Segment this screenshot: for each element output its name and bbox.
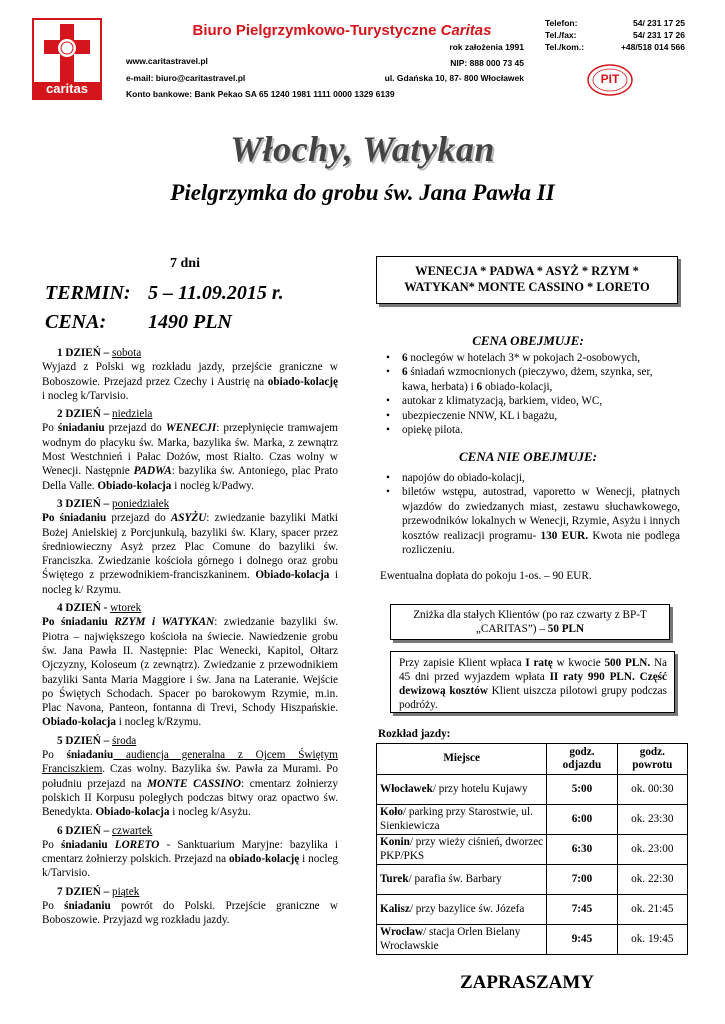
day-text bbox=[42, 360, 338, 403]
day-text bbox=[42, 838, 338, 881]
route-line: WATYKAN* MONTE CASSINO * LORETO bbox=[404, 280, 650, 294]
text-part: przejazd do bbox=[104, 422, 166, 435]
day-number: 7 DZIEŃ bbox=[57, 885, 101, 898]
date-label: TERMIN: bbox=[45, 282, 131, 304]
day-number: 6 DZIEŃ bbox=[57, 824, 101, 837]
website-link[interactable]: www.caritastravel.pl bbox=[126, 56, 208, 66]
table-row bbox=[377, 775, 688, 805]
place-cell bbox=[377, 775, 547, 805]
text-part: : bazylika św. Antoniego, plac Prato Della Valle. bbox=[42, 465, 338, 492]
address: ul. Gdańska 10, 87- 800 Włocławek bbox=[384, 73, 524, 83]
text-part: Klient uiszcza pilotowi grupy podczas podróży. bbox=[399, 685, 667, 711]
text-part: . Czas wolny. Bazylika św. Pawła za Murami. Po południu przejazd na bbox=[42, 763, 338, 790]
text-bold: Obiado-kolacja bbox=[255, 569, 330, 582]
text-part: napojów do obiado-kolacji, bbox=[402, 472, 525, 484]
city: Konin bbox=[380, 836, 410, 848]
list-item bbox=[380, 409, 680, 423]
place-cell bbox=[377, 925, 547, 955]
place-cell bbox=[377, 895, 547, 925]
text-bold: śniadaniu bbox=[57, 422, 105, 435]
place: / przy wieży ciśnień, dworzec PKP/PKS bbox=[380, 836, 544, 862]
text-part: obiado-kolacji, bbox=[482, 380, 553, 393]
text-bold: 6 bbox=[402, 352, 408, 364]
single-room-note: Ewentualna dopłata do pokoju 1-os. – 90 EUR. bbox=[380, 570, 592, 582]
text-part: Po bbox=[42, 899, 65, 912]
day-text bbox=[42, 511, 338, 597]
list-item bbox=[380, 365, 680, 394]
day-heading bbox=[42, 734, 338, 748]
text-bold: 500 PLN. bbox=[604, 657, 651, 669]
list-item bbox=[380, 394, 680, 408]
route-line: WENECJA * PADWA * ASYŻ * RZYM * bbox=[415, 264, 639, 278]
logo-text: caritas bbox=[46, 81, 88, 96]
text-part: Po bbox=[42, 749, 67, 762]
column-header: godz. odjazdu bbox=[547, 744, 617, 775]
text-part: i nocleg k/ Rzymu. bbox=[42, 569, 339, 596]
itinerary-day-6 bbox=[42, 824, 338, 881]
day-sep: – bbox=[100, 734, 113, 747]
schedule-title: Rozkład jazdy: bbox=[378, 728, 451, 740]
text-part: biletów wstępu, autostrad, vaporetto w Wenecji, płatnych wjazdów do zwiedzanych miast, zestawu słuchawkowego, przewodników lokalnych w Wenecji, Rzymie, Asyżu i innych kosztów realizacji programu- bbox=[402, 486, 680, 542]
text-bold: Część dewizową kosztów bbox=[399, 671, 667, 697]
text-bold-italic: PADWA bbox=[133, 465, 172, 478]
day-heading bbox=[42, 407, 338, 421]
day-weekday: czwartek bbox=[112, 824, 153, 837]
table-header-row bbox=[377, 744, 688, 775]
return-cell: ok. 23:30 bbox=[617, 805, 687, 835]
return-cell: ok. 22:30 bbox=[617, 865, 687, 895]
itinerary-day-7 bbox=[42, 885, 338, 928]
itinerary-day-1 bbox=[42, 346, 338, 403]
day-heading bbox=[42, 824, 338, 838]
text-bold: obiado-kolację bbox=[267, 375, 338, 388]
contact-value: 54/ 231 17 25 bbox=[633, 18, 685, 28]
text-part: „CARITAS”) – bbox=[475, 623, 548, 635]
city: Koło bbox=[380, 806, 403, 818]
day-sep: – bbox=[100, 497, 113, 510]
agency-name bbox=[152, 22, 532, 39]
text-part: noclegów w hotelach 3* w pokojach 2-osobowych, bbox=[407, 352, 640, 364]
trip-length: 7 dni bbox=[170, 256, 200, 271]
text-bold: Obiado-kolacja bbox=[42, 716, 116, 729]
table-row bbox=[377, 895, 688, 925]
closing-invitation: ZAPRASZAMY bbox=[460, 972, 595, 993]
place: / stacja Orlen Bielany Wrocławskie bbox=[380, 926, 521, 952]
text-bold: obiado-kolację bbox=[229, 853, 300, 866]
day-sep: – bbox=[100, 408, 113, 421]
place: / przy bazylice św. Józefa bbox=[409, 902, 525, 915]
pit-text: PIT bbox=[600, 72, 620, 86]
text-bold-italic: WENECJI bbox=[165, 422, 217, 435]
day-weekday: niedziela bbox=[112, 408, 153, 421]
day-heading bbox=[42, 885, 338, 899]
text-bold: Obiado-kolacja bbox=[95, 806, 170, 819]
departure-cell: 6:00 bbox=[547, 805, 617, 835]
text-part: Po bbox=[42, 422, 58, 435]
itinerary-day-3 bbox=[42, 497, 338, 597]
text-bold: 6 bbox=[402, 366, 408, 379]
discount-amount: 50 PLN bbox=[547, 623, 585, 635]
route-box bbox=[376, 256, 678, 304]
text-bold: śniadaniu bbox=[64, 899, 111, 912]
email-link[interactable]: e-mail: biuro@caritastravel.pl bbox=[126, 73, 246, 83]
day-text bbox=[42, 615, 338, 729]
text-part: - Sanktuarium Maryjne: bazylika i cmentarz żołnierzy polskich. Przejazd na bbox=[42, 838, 338, 866]
text-bold: śniadaniu bbox=[66, 749, 114, 762]
table-row bbox=[377, 925, 688, 955]
included-list bbox=[380, 351, 680, 437]
day-number: 1 DZIEŃ bbox=[57, 347, 101, 359]
contact-list bbox=[545, 17, 685, 53]
text-part: śniadań wzmocnionych (pieczywo, dżem, szynka, ser, kawa, herbata) i bbox=[402, 366, 653, 393]
agency-name-brand: Caritas bbox=[440, 22, 492, 39]
text-part: powrót do Polski. Przejście graniczne w Boboszowie. Przyjazd wg rozkładu jazdy. bbox=[42, 899, 338, 927]
column-header: godz. powrotu bbox=[617, 744, 687, 775]
text-part: i nocleg k/Asyżu. bbox=[169, 806, 251, 819]
departure-cell: 5:00 bbox=[547, 775, 617, 805]
day-sep: - bbox=[100, 602, 111, 615]
excluded-heading: CENA NIE OBEJMUJE: bbox=[459, 449, 597, 464]
list-item bbox=[380, 485, 680, 557]
list-item bbox=[380, 471, 680, 485]
return-cell: ok. 21:45 bbox=[617, 895, 687, 925]
text-part: w kwocie bbox=[552, 657, 605, 669]
discount-line bbox=[391, 622, 669, 636]
text-part: : zwiedzanie bazyliki św. Piotra – największego kościoła na świecie. Nawiedzenie grobu św. Jana Pawła II. Następnie: Plac Wenecki, Kapitol, Ołtarz Ojczyzny, Koloseum (z zewnątrz). Zwiedzanie z przewodnikiem bazyliki Santa Maria Maggiore i św. Jana na Lateranie. Wejście po Świętych Schodach. Spacer po barokowym Rzymie, m.in. Plac Navona, Panteon, fontanna di Trevi, Schody Hiszpańskie. bbox=[42, 616, 339, 715]
text-part: przejazd do bbox=[106, 512, 171, 525]
text-bold: Obiado-kolacja bbox=[97, 479, 172, 492]
founded-year: rok założenia 1991 bbox=[449, 42, 524, 52]
day-number: 4 DZIEŃ bbox=[57, 602, 101, 615]
itinerary-day-5 bbox=[42, 734, 338, 820]
text-part: i nocleg k/Tarvisio. bbox=[42, 853, 339, 880]
table-row bbox=[377, 835, 688, 865]
day-weekday: poniedziałek bbox=[112, 497, 170, 510]
day-weekday: sobota bbox=[112, 347, 142, 359]
text-part: Kwota nie podlega rozliczeniu. bbox=[402, 529, 680, 557]
return-cell: ok. 00:30 bbox=[617, 775, 687, 805]
text-bold-italic: LORETO bbox=[107, 838, 160, 851]
text-underline: audiencja generalna z Ojcem Świętym Franciszkiem bbox=[42, 749, 338, 776]
contact-value: +48/518 014 566 bbox=[620, 42, 685, 52]
place-cell bbox=[377, 865, 547, 895]
day-weekday: środa bbox=[112, 734, 137, 747]
text-part: i nocleg k/Rzymu. bbox=[115, 716, 202, 729]
payment-box bbox=[390, 651, 675, 713]
price-value: 1490 PLN bbox=[148, 311, 232, 333]
itinerary-day-2 bbox=[42, 407, 338, 493]
day-number: 3 DZIEŃ bbox=[57, 497, 101, 510]
day-sep: – bbox=[100, 885, 113, 898]
contact-row bbox=[545, 41, 685, 53]
text-part: autokar z klimatyzacją, barkiem, video, WC, bbox=[402, 395, 603, 408]
text-part: i nocleg k/Padwy. bbox=[171, 479, 254, 492]
text-part: : przepłynięcie tramwajem wodnym do placyku św. Marka, bazylika św. Marka, z zewnątrz Most Westchnień i Pałac Dożów, most Rialto. Czas wolny w Wenecji. Następnie bbox=[42, 422, 338, 478]
text-bold: II raty 990 PLN. bbox=[549, 671, 635, 683]
schedule-table bbox=[376, 743, 688, 955]
contact-label: Telefon: bbox=[545, 18, 578, 28]
return-cell: ok. 23:00 bbox=[617, 835, 687, 865]
place: / parafia św. Barbary bbox=[408, 872, 502, 885]
day-sep: – bbox=[100, 347, 113, 359]
itinerary bbox=[42, 346, 338, 932]
contact-row bbox=[545, 17, 685, 29]
caritas-logo bbox=[32, 18, 102, 100]
place: / parking przy Starostwie, ul. Sienkiewicza bbox=[380, 806, 533, 832]
table-row bbox=[377, 865, 688, 895]
date-value: 5 – 11.09.2015 r. bbox=[148, 282, 284, 304]
text-part: Przy zapisie Klient wpłaca bbox=[399, 657, 526, 669]
text-bold: śniadaniu bbox=[60, 838, 108, 851]
discount-line: Zniżka dla stałych Klientów (po raz czwarty z BP-T bbox=[413, 609, 647, 621]
departure-cell: 7:00 bbox=[547, 865, 617, 895]
departure-cell: 9:45 bbox=[547, 925, 617, 955]
text-bold: I ratę bbox=[525, 657, 553, 669]
text-part: Na 45 dni przed wyjazdem wpłata bbox=[399, 657, 668, 683]
contact-label: Tel./fax: bbox=[545, 30, 577, 40]
agency-name-main: Biuro Pielgrzymkowo-Turystyczne bbox=[192, 22, 437, 39]
text-bold: Po śniadaniu bbox=[42, 512, 107, 525]
page-subtitle: Pielgrzymka do grobu św. Jana Pawła II bbox=[170, 180, 555, 205]
text-bold: 6 bbox=[476, 380, 483, 393]
text-bold: 130 EUR. bbox=[540, 529, 589, 542]
day-heading bbox=[42, 497, 338, 511]
excluded-list bbox=[380, 471, 680, 557]
text-part: : zwiedzanie bazyliki Matki Bożej Anielskiej z Porcjunkulą, bazyliki św. Klary, spacer przez średniowieczny Asyż przez Plac Comune do bazyliki św. Franciszka. Zwiedzanie kościoła górnego i dolnego oraz grobu Świętego z przewodnikiem-franciszkaninem. bbox=[42, 512, 338, 582]
contact-label: Tel./kom.: bbox=[545, 42, 585, 52]
place: / przy hotelu Kujawy bbox=[432, 782, 528, 795]
list-item bbox=[380, 423, 680, 437]
contact-value: 54/ 231 17 26 bbox=[633, 30, 685, 40]
included-heading: CENA OBEJMUJE: bbox=[472, 333, 584, 348]
text-part: opiekę pilota. bbox=[402, 424, 463, 437]
contact-row bbox=[545, 29, 685, 41]
list-item bbox=[380, 351, 680, 365]
price-label: CENA: bbox=[45, 311, 107, 333]
departure-cell: 6:30 bbox=[547, 835, 617, 865]
place-cell bbox=[377, 835, 547, 865]
text-part: Wyjazd z Polski wg rozkładu jazdy, przejście graniczne w Boboszowie. Przejazd przez Czechy i Austrię na bbox=[42, 361, 338, 388]
itinerary-day-4 bbox=[42, 601, 338, 730]
pit-logo bbox=[580, 60, 640, 100]
city: Wrocław bbox=[380, 926, 424, 938]
discount-box bbox=[390, 604, 670, 640]
city: Włocławek bbox=[380, 782, 433, 795]
day-text bbox=[42, 421, 338, 492]
day-weekday: piątek bbox=[112, 885, 140, 898]
table-row bbox=[377, 805, 688, 835]
day-sep: – bbox=[100, 824, 113, 837]
departure-cell: 7:45 bbox=[547, 895, 617, 925]
page-title: Włochy, Watykan bbox=[230, 129, 495, 169]
text-part: i nocleg k/Tarvisio. bbox=[42, 389, 129, 402]
tax-id: NIP: 888 000 73 45 bbox=[450, 58, 524, 68]
text-bold: Po śniadaniu bbox=[42, 616, 108, 629]
place-cell bbox=[377, 805, 547, 835]
text-part: ubezpieczenie NNW, KL i bagażu, bbox=[402, 409, 558, 422]
column-header: Miejsce bbox=[377, 744, 547, 775]
city: Kalisz bbox=[380, 902, 410, 915]
day-weekday: wtorek bbox=[110, 602, 142, 615]
day-heading bbox=[42, 601, 338, 615]
day-heading bbox=[42, 346, 338, 360]
text-bold-italic: ASYŻU bbox=[170, 512, 207, 525]
day-text bbox=[42, 748, 338, 819]
bank-account: Konto bankowe: Bank Pekao SA 65 1240 1981 1111 0000 1329 6139 bbox=[126, 89, 395, 99]
day-text bbox=[42, 899, 338, 928]
text-bold-italic: MONTE CASSINO bbox=[147, 777, 241, 790]
text-bold-italic: RZYM i WATYKAN bbox=[107, 616, 215, 629]
city: Turek bbox=[380, 872, 409, 885]
return-cell: ok. 19:45 bbox=[617, 925, 687, 955]
text-part: : cmentarz żołnierzy polskich II Korpusu poległych podczas bitwy oraz opactwo św. Benedykta. bbox=[42, 777, 338, 819]
text-part: Po bbox=[42, 838, 61, 851]
day-number: 5 DZIEŃ bbox=[57, 734, 101, 747]
day-number: 2 DZIEŃ bbox=[57, 408, 101, 421]
